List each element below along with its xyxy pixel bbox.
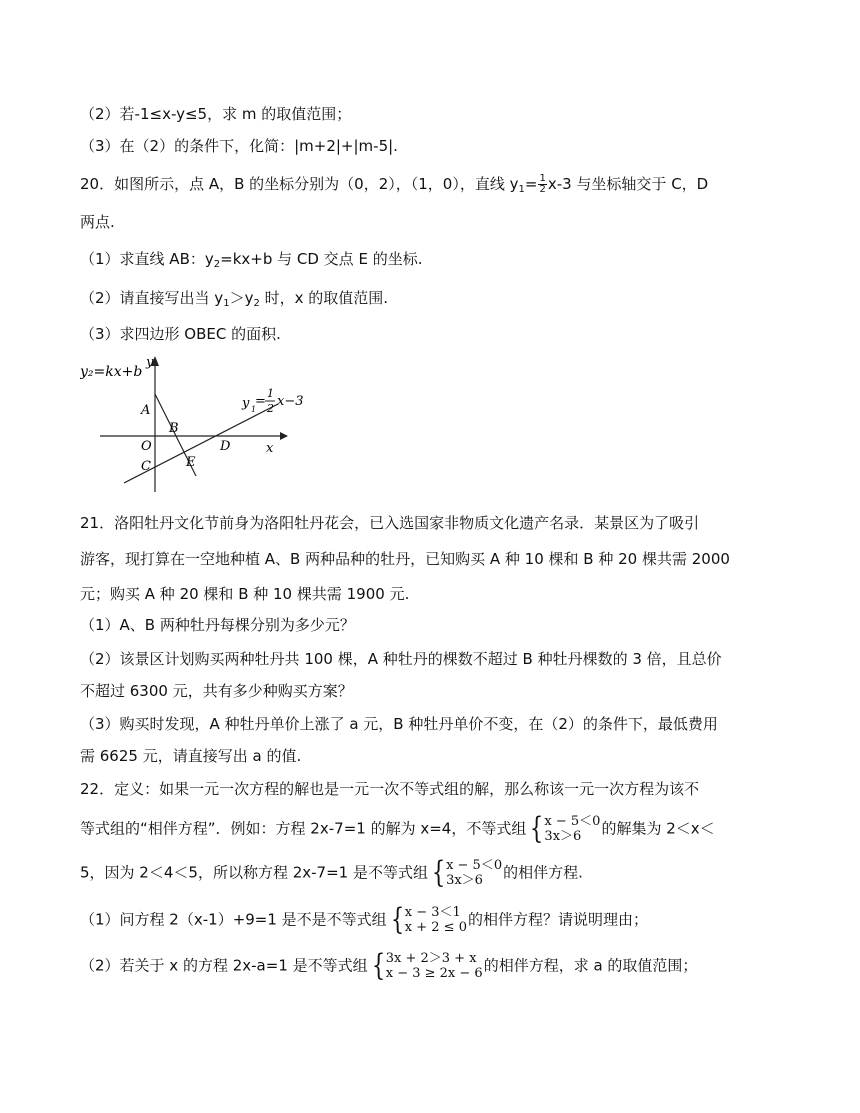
q20-part3: （3）求四边形 OBEC 的面积. bbox=[80, 325, 281, 343]
label-point-c: C bbox=[141, 459, 151, 474]
brace-icon: { bbox=[390, 902, 404, 937]
q20-stem-eq: = bbox=[524, 175, 538, 193]
q20-figure bbox=[80, 352, 310, 497]
q22-stem-2-text-b: 的解集为 2＜x＜ bbox=[601, 819, 715, 838]
label-y2: y₂=kx+b bbox=[80, 364, 143, 380]
q22-example-system-2 bbox=[429, 855, 503, 890]
q22-p1-system bbox=[388, 902, 467, 937]
q21-stem-1: 21．洛阳牡丹文化节前身为洛阳牡丹花会，已入选国家非物质文化遗产名录．某景区为了吸引 bbox=[80, 514, 700, 532]
q21-stem-2: 游客，现打算在一空地种植 A、B 两种品种的牡丹，已知购买 A 种 10 棵和 B 种 20 棵共需 2000 bbox=[80, 550, 730, 568]
x-axis-arrow bbox=[280, 432, 288, 440]
q20-p2-mid: ＞y bbox=[229, 289, 254, 307]
label-point-b: B bbox=[169, 421, 179, 436]
q20-stem-text: 20．如图所示，点 A，B 的坐标分别为（0，2），（1，0），直线 y bbox=[80, 175, 519, 193]
q22-example2-row1: x − 5＜0 bbox=[446, 858, 503, 873]
label-point-e: E bbox=[186, 455, 196, 470]
q20-p1-text-b: =kx+b 与 CD 交点 E 的坐标. bbox=[220, 250, 423, 268]
q22-p2-text-b: 的相伴方程，求 a 的取值范围； bbox=[483, 956, 698, 975]
q22-stem-2-text: 等式组的“相伴方程”．例如：方程 2x-7=1 的解为 x=4，不等式组 bbox=[80, 819, 527, 838]
label-origin: O bbox=[141, 439, 152, 454]
q21-part1: （1）A、B 两种牡丹每棵分别为多少元？ bbox=[80, 616, 355, 634]
q20-p2-sub1: 1 bbox=[223, 298, 230, 309]
label-axis-x: x bbox=[266, 441, 274, 456]
q22-p2-text: （2）若关于 x 的方程 2x-a=1 是不等式组 bbox=[80, 956, 368, 975]
q20-p2-sub2: 2 bbox=[253, 298, 260, 309]
q22-example-row2: 3x＞6 bbox=[544, 829, 582, 844]
q21-part2-b: 不超过 6300 元，共有多少种购买方案？ bbox=[80, 682, 353, 700]
q21-part2-a: （2）该景区计划购买两种牡丹共 100 棵，A 种牡丹的棵数不超过 B 种牡丹棵数的 3 倍，且总价 bbox=[80, 650, 722, 668]
q22-p2-system bbox=[369, 948, 483, 983]
label-y1-num: 1 bbox=[267, 387, 274, 400]
q22-part1 bbox=[80, 902, 648, 937]
q21-part3-b: 需 6625 元，请直接写出 a 的值. bbox=[80, 747, 302, 765]
q19-part2: （2）若-1≤x-y≤5，求 m 的取值范围； bbox=[80, 105, 352, 123]
q20-p2-text: （2）请直接写出当 y bbox=[80, 289, 224, 307]
q20-stem-text-b: x-3 与坐标轴交于 C，D bbox=[547, 175, 709, 193]
q20-frac-num: 1 bbox=[539, 173, 546, 184]
q22-p1-row1: x − 3＜1 bbox=[404, 905, 461, 920]
q20-part2 bbox=[80, 287, 388, 315]
q22-p1-row2: x + 2 ≤ 0 bbox=[404, 920, 467, 935]
q20-stem bbox=[80, 173, 708, 201]
q22-example-row1: x − 5＜0 bbox=[544, 814, 601, 829]
label-point-d: D bbox=[220, 439, 231, 454]
label-y1-rhs: x−3 bbox=[277, 394, 304, 409]
q22-part2 bbox=[80, 948, 698, 983]
q22-stem-1: 22．定义：如果一元一次方程的解也是一元一次不等式组的解，那么称该一元一次方程为该不 bbox=[80, 780, 700, 798]
q20-frac-den: 2 bbox=[539, 184, 546, 195]
q20-p2-text-b: 时，x 的取值范围. bbox=[259, 289, 389, 307]
q21-stem-3: 元；购买 A 种 20 棵和 B 种 10 棵共需 1900 元. bbox=[80, 585, 410, 603]
q20-stem-sub: 1 bbox=[518, 184, 525, 195]
q20-stem-fraction bbox=[538, 174, 546, 195]
q20-p1-sub: 2 bbox=[213, 259, 221, 270]
q21-part3-a: （3）购买时发现，A 种牡丹单价上涨了 a 元，B 种牡丹单价不变，在（2）的条件下，最低费用 bbox=[80, 715, 718, 733]
q20-part1 bbox=[80, 248, 422, 276]
brace-icon: { bbox=[530, 811, 544, 846]
q20-p1-text: （1）求直线 AB：y bbox=[80, 250, 214, 268]
q22-stem-3-text: 5，因为 2＜4＜5，所以称方程 2x-7=1 是不等式组 bbox=[80, 863, 428, 882]
q22-example2-row2: 3x＞6 bbox=[446, 873, 483, 888]
label-y1-sub: 1 bbox=[251, 405, 257, 414]
q22-stem-3-text-b: 的相伴方程. bbox=[503, 863, 583, 882]
brace-icon: { bbox=[431, 855, 446, 890]
brace-icon: { bbox=[371, 948, 385, 983]
label-y1-eq: = bbox=[255, 394, 266, 409]
label-y1-lhs: y bbox=[242, 396, 250, 411]
q22-p2-row2: x − 3 ≥ 2x − 6 bbox=[385, 966, 483, 981]
q22-p1-text-b: 的相伴方程？请说明理由； bbox=[467, 910, 648, 929]
q19-part3: （3）在（2）的条件下，化简：|m+2|+|m-5|. bbox=[80, 137, 398, 155]
q22-stem-3 bbox=[80, 855, 583, 890]
label-y1-den: 2 bbox=[267, 402, 274, 415]
q22-example-system bbox=[527, 811, 601, 846]
label-point-a: A bbox=[141, 403, 151, 418]
label-axis-y: y bbox=[146, 355, 154, 370]
q22-p2-row1: 3x + 2＞3 + x bbox=[385, 951, 477, 966]
q20-stem-line2: 两点. bbox=[80, 213, 115, 231]
q22-stem-2 bbox=[80, 811, 715, 846]
q22-p1-text: （1）问方程 2（x-1）+9=1 是不是不等式组 bbox=[80, 910, 387, 929]
